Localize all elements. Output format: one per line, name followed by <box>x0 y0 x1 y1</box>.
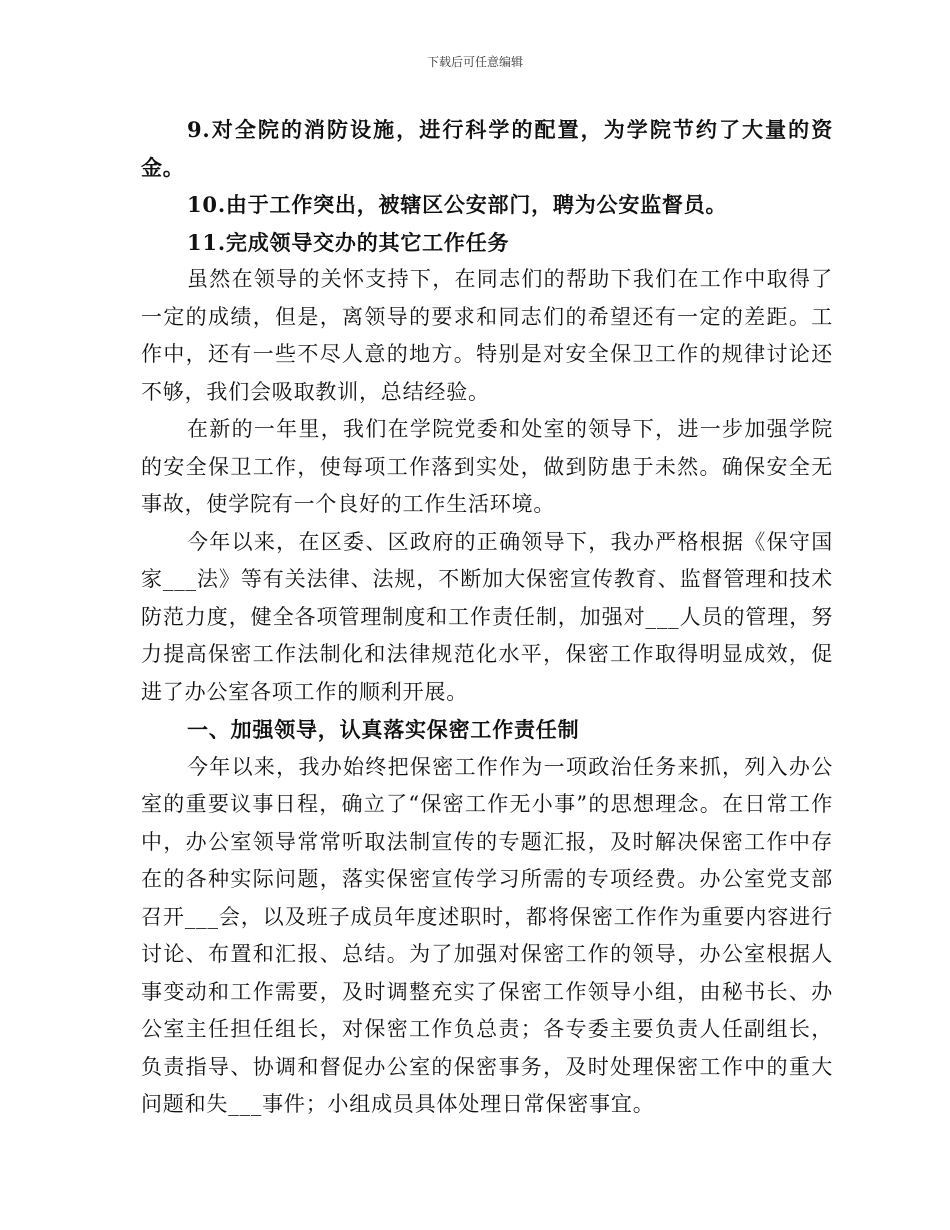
paragraph-intro: 今年以来，在区委、区政府的正确领导下，我办严格根据《保守国家___法》等有关法律、法规，不断加大保密宣传教育、监督管理和技术防范力度，健全各项管理制度和工作责任制，加强对___人员的管理，努力提高保密工作法制化和法律规范化水平，保密工作取得明显成效，促进了办公室各项工作的顺利开展。 <box>141 529 833 704</box>
page-header: 下载后可任意编辑 <box>426 55 523 69</box>
document-body <box>141 111 833 1124</box>
section-heading: 一、加强领导，认真落实保密工作责任制 <box>187 717 580 742</box>
paragraph-item-9: 9.对全院的消防设施，进行科学的配置，为学院节约了大量的资金。 <box>141 117 833 180</box>
paragraph-item-10: 10.由于工作突出，被辖区公安部门，聘为公安监督员。 <box>187 192 728 217</box>
paragraph-leadership: 今年以来，我办始终把保密工作作为一项政治任务来抓，列入办公室的重要议事日程，确立了“保密工作无小事”的思想理念。在日常工作中，办公室领导常常听取法制宣传的专题汇报，及时解决保密工作中存在的各种实际问题，落实保密宣传学习所需的专项经费。办公室党支部召开___会，以及班子成员年度述职时，都将保密工作作为重要内容进行讨论、布置和汇报、总结。为了加强对保密工作的领导，办公室根据人事变动和工作需要，及时调整充实了保密工作领导小组，由秘书长、办公室主任担任组长，对保密工作负总责；各专委主要负责人任副组长，负责指导、协调和督促办公室的保密事务，及时处理保密工作中的重大问题和失___事件；小组成员具体处理日常保密事宜。 <box>141 754 833 1116</box>
paragraph-summary: 虽然在领导的关怀支持下，在同志们的帮助下我们在工作中取得了一定的成绩，但是，离领导的要求和同志们的希望还有一定的差距。工作中，还有一些不尽人意的地方。特别是对安全保卫工作的规律讨论还不够，我们会吸取教训，总结经验。 <box>141 267 833 404</box>
paragraph-item-11: 11.完成领导交办的其它工作任务 <box>187 229 510 255</box>
paragraph-new-year: 在新的一年里，我们在学院党委和处室的领导下，进一步加强学院的安全保卫工作，使每项工作落到实处，做到防患于未然。确保安全无事故，使学院有一个良好的工作生活环境。 <box>141 417 833 516</box>
